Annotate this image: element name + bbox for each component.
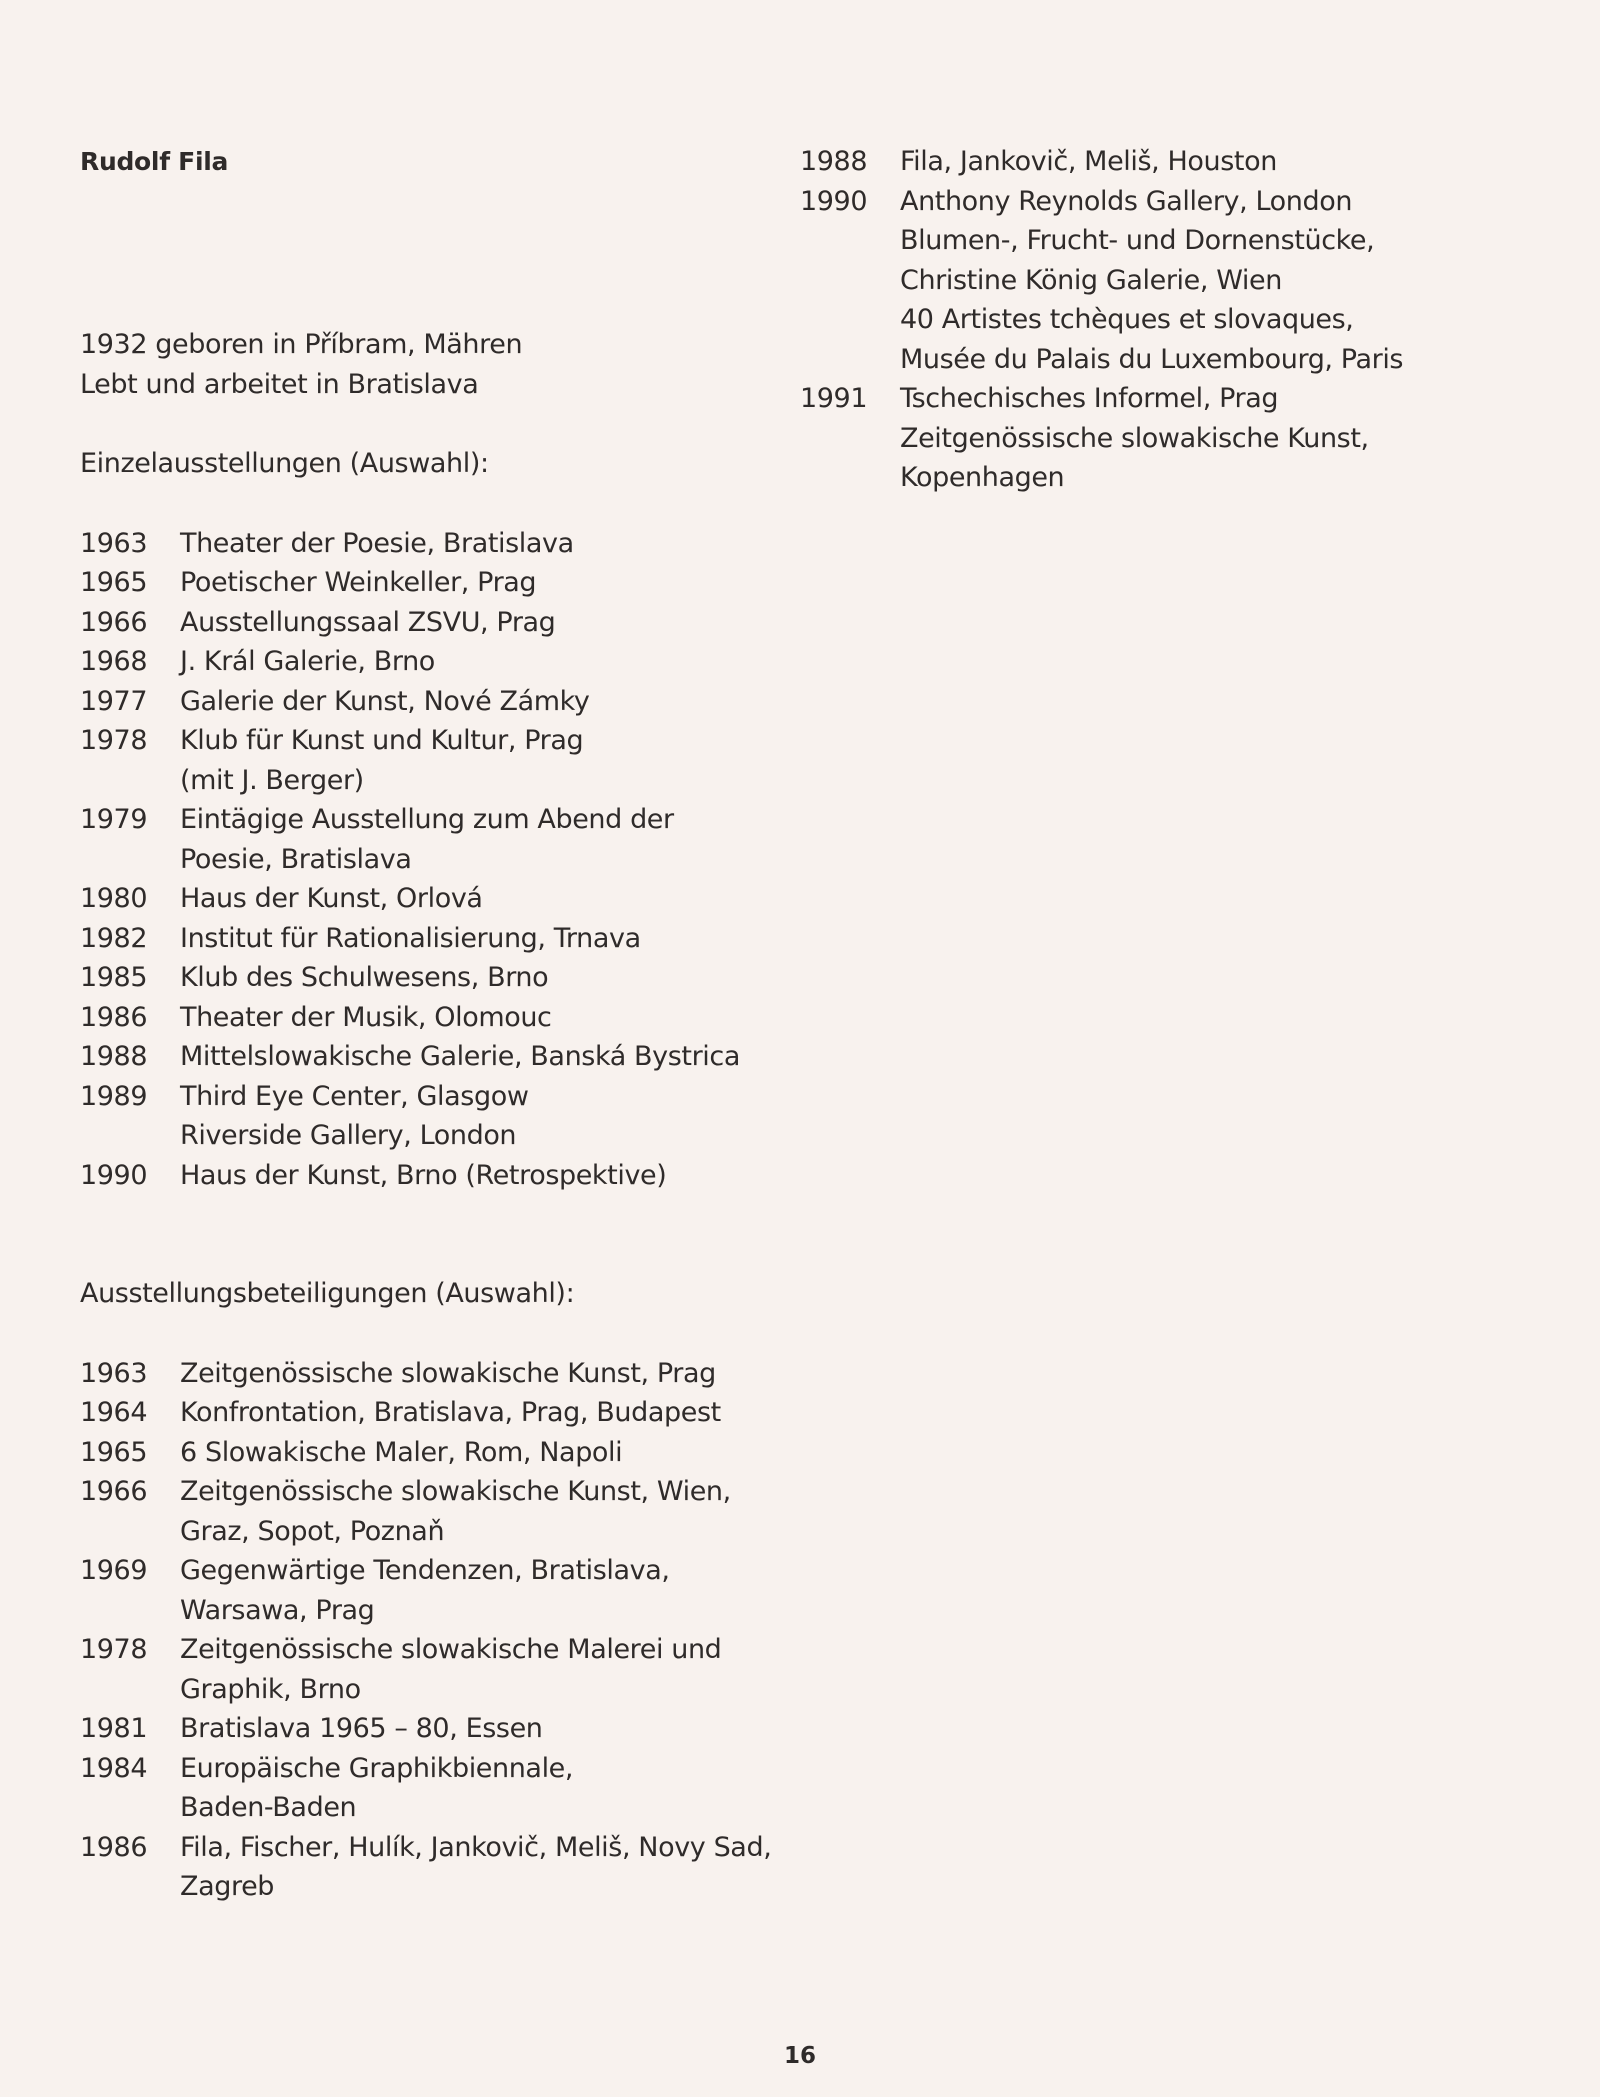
exhibition-line: Baden-Baden — [180, 1792, 357, 1823]
exhibition-entry — [80, 563, 800, 603]
exhibition-line: Anthony Reynolds Gallery, London — [900, 185, 1353, 217]
exhibition-year: 1968 — [80, 646, 148, 677]
exhibition-description — [180, 998, 800, 1038]
exhibition-line: Europäische Graphikbiennale, — [180, 1752, 574, 1784]
exhibition-line: Tschechisches Informel, Prag — [900, 383, 1279, 414]
exhibition-year: 1990 — [800, 185, 868, 217]
exhibition-line: (mit J. Berger) — [180, 764, 364, 796]
bio-residence: Lebt und arbeitet in Bratislava — [80, 368, 479, 400]
exhibition-entry — [80, 1354, 800, 1394]
exhibition-description — [180, 603, 800, 643]
exhibition-line: Poesie, Bratislava — [180, 843, 412, 875]
exhibition-description — [180, 1749, 800, 1828]
exhibition-entry — [80, 998, 800, 1038]
exhibition-description — [180, 879, 800, 919]
exhibition-entry — [80, 1156, 800, 1196]
exhibition-year: 1988 — [80, 1041, 148, 1072]
exhibition-year: 1969 — [80, 1555, 148, 1586]
exhibition-description — [180, 1433, 800, 1473]
exhibition-line: Graz, Sopot, Poznaň — [180, 1515, 445, 1547]
exhibition-entry — [80, 642, 800, 682]
exhibition-description — [180, 1709, 800, 1749]
exhibition-year: 1963 — [80, 527, 148, 559]
exhibition-line: Zagreb — [180, 1871, 275, 1902]
exhibition-year: 1990 — [80, 1159, 148, 1191]
exhibition-line: Eintägige Ausstellung zum Abend der — [180, 804, 674, 835]
exhibition-line: Mittelslowakische Galerie, Banská Bystrica — [180, 1041, 740, 1072]
exhibition-line: Theater der Musik, Olomouc — [180, 1001, 552, 1033]
exhibition-entry — [80, 958, 800, 998]
exhibition-line: Kopenhagen — [900, 462, 1065, 493]
exhibition-year: 1986 — [80, 1831, 148, 1863]
artist-bio — [80, 325, 800, 404]
exhibition-entry — [80, 603, 800, 643]
exhibition-entry — [80, 1037, 800, 1077]
exhibition-line: Zeitgenössische slowakische Malerei und — [180, 1634, 722, 1665]
exhibition-line: 40 Artistes tchèques et slovaques, — [900, 304, 1354, 335]
exhibition-description — [900, 379, 1540, 498]
exhibition-line: Konfrontation, Bratislava, Prag, Budapest — [180, 1397, 721, 1428]
exhibition-line: Third Eye Center, Glasgow — [180, 1080, 529, 1112]
exhibition-year: 1965 — [80, 567, 148, 598]
exhibition-year: 1966 — [80, 1476, 148, 1507]
exhibition-year: 1982 — [80, 922, 148, 954]
exhibition-description — [180, 1630, 800, 1709]
exhibition-year: 1981 — [80, 1713, 148, 1744]
exhibition-line: Bratislava 1965 – 80, Essen — [180, 1713, 543, 1744]
exhibition-line: Galerie der Kunst, Nové Zámky — [180, 685, 590, 717]
exhibition-year: 1988 — [800, 146, 868, 177]
exhibition-entry — [80, 682, 800, 722]
exhibition-line: Warsawa, Prag — [180, 1594, 375, 1626]
right-column — [800, 142, 1540, 498]
exhibition-year: 1978 — [80, 725, 148, 756]
exhibition-line: J. Král Galerie, Brno — [180, 646, 435, 677]
exhibition-line: Graphik, Brno — [180, 1673, 361, 1705]
exhibition-description — [180, 1354, 800, 1394]
exhibition-description — [180, 919, 800, 959]
exhibition-line: Christine König Galerie, Wien — [900, 264, 1282, 296]
exhibition-year: 1979 — [80, 804, 148, 835]
solo-exhibitions-list — [80, 524, 800, 1196]
exhibition-description — [180, 1828, 800, 1907]
left-column — [80, 142, 800, 1907]
exhibition-year: 1991 — [800, 383, 868, 414]
exhibition-line: Haus der Kunst, Brno (Retrospektive) — [180, 1159, 667, 1191]
exhibition-line: Haus der Kunst, Orlová — [180, 883, 483, 914]
exhibition-year: 1986 — [80, 1001, 148, 1033]
exhibition-year: 1985 — [80, 962, 148, 993]
exhibition-line: Klub des Schulwesens, Brno — [180, 962, 549, 993]
solo-exhibitions-heading: Einzelausstellungen (Auswahl): — [80, 448, 489, 479]
exhibition-description — [180, 563, 800, 603]
exhibition-entry — [80, 1433, 800, 1473]
exhibition-description — [180, 642, 800, 682]
exhibition-entry — [80, 1393, 800, 1433]
exhibition-line: Blumen-, Frucht- und Dornenstücke, — [900, 225, 1375, 256]
exhibition-description — [180, 958, 800, 998]
exhibition-entry — [800, 182, 1540, 380]
exhibition-entry — [80, 879, 800, 919]
exhibition-description — [180, 800, 800, 879]
exhibition-description — [180, 1156, 800, 1196]
exhibition-line: 6 Slowakische Maler, Rom, Napoli — [180, 1436, 623, 1468]
exhibition-description — [180, 1393, 800, 1433]
exhibition-description — [180, 682, 800, 722]
exhibition-year: 1989 — [80, 1080, 148, 1112]
exhibition-year: 1978 — [80, 1634, 148, 1665]
exhibition-description — [180, 1077, 800, 1156]
exhibition-line: Fila, Fischer, Hulík, Jankovič, Meliš, Novy Sad, — [180, 1831, 772, 1863]
exhibition-year: 1963 — [80, 1357, 148, 1389]
group-exhibitions-list-continued — [800, 142, 1540, 498]
exhibition-entry — [80, 1828, 800, 1907]
exhibition-description — [180, 524, 800, 564]
exhibition-description — [180, 1551, 800, 1630]
exhibition-line: Zeitgenössische slowakische Kunst, Prag — [180, 1357, 716, 1389]
exhibition-entry — [80, 721, 800, 800]
exhibition-year: 1966 — [80, 606, 148, 638]
exhibition-year: 1965 — [80, 1436, 148, 1468]
exhibition-line: Klub für Kunst und Kultur, Prag — [180, 725, 584, 756]
exhibition-line: Zeitgenössische slowakische Kunst, — [900, 422, 1369, 454]
exhibition-year: 1964 — [80, 1397, 148, 1428]
exhibition-entry — [80, 800, 800, 879]
group-exhibitions-list — [80, 1354, 800, 1907]
exhibition-year: 1984 — [80, 1752, 148, 1784]
exhibition-entry — [800, 379, 1540, 498]
exhibition-entry — [80, 1630, 800, 1709]
exhibition-description — [900, 182, 1540, 380]
exhibition-line: Gegenwärtige Tendenzen, Bratislava, — [180, 1555, 670, 1586]
exhibition-line: Fila, Jankovič, Meliš, Houston — [900, 146, 1277, 177]
exhibition-entry — [80, 1077, 800, 1156]
exhibition-entry — [80, 1551, 800, 1630]
artist-name: Rudolf Fila — [80, 147, 229, 176]
exhibition-year: 1977 — [80, 685, 148, 717]
exhibition-entry — [80, 919, 800, 959]
exhibition-line: Institut für Rationalisierung, Trnava — [180, 922, 641, 954]
exhibition-line: Riverside Gallery, London — [180, 1120, 517, 1151]
exhibition-line: Zeitgenössische slowakische Kunst, Wien, — [180, 1476, 731, 1507]
exhibition-line: Poetischer Weinkeller, Prag — [180, 567, 537, 598]
exhibition-line: Ausstellungssaal ZSVU, Prag — [180, 606, 556, 638]
exhibition-entry — [80, 1749, 800, 1828]
exhibition-entry — [800, 142, 1540, 182]
exhibition-description — [180, 1037, 800, 1077]
group-exhibitions-heading: Ausstellungsbeteiligungen (Auswahl): — [80, 1278, 575, 1309]
exhibition-line: Theater der Poesie, Bratislava — [180, 527, 574, 559]
exhibition-line: Musée du Palais du Luxembourg, Paris — [900, 343, 1404, 375]
exhibition-description — [180, 1472, 800, 1551]
exhibition-description — [180, 721, 800, 800]
exhibition-entry — [80, 1709, 800, 1749]
exhibition-year: 1980 — [80, 883, 148, 914]
exhibition-entry — [80, 524, 800, 564]
exhibition-entry — [80, 1472, 800, 1551]
exhibition-description — [900, 142, 1540, 182]
page-number: 16 — [783, 2043, 816, 2069]
bio-birth: 1932 geboren in Příbram, Mähren — [80, 329, 523, 360]
